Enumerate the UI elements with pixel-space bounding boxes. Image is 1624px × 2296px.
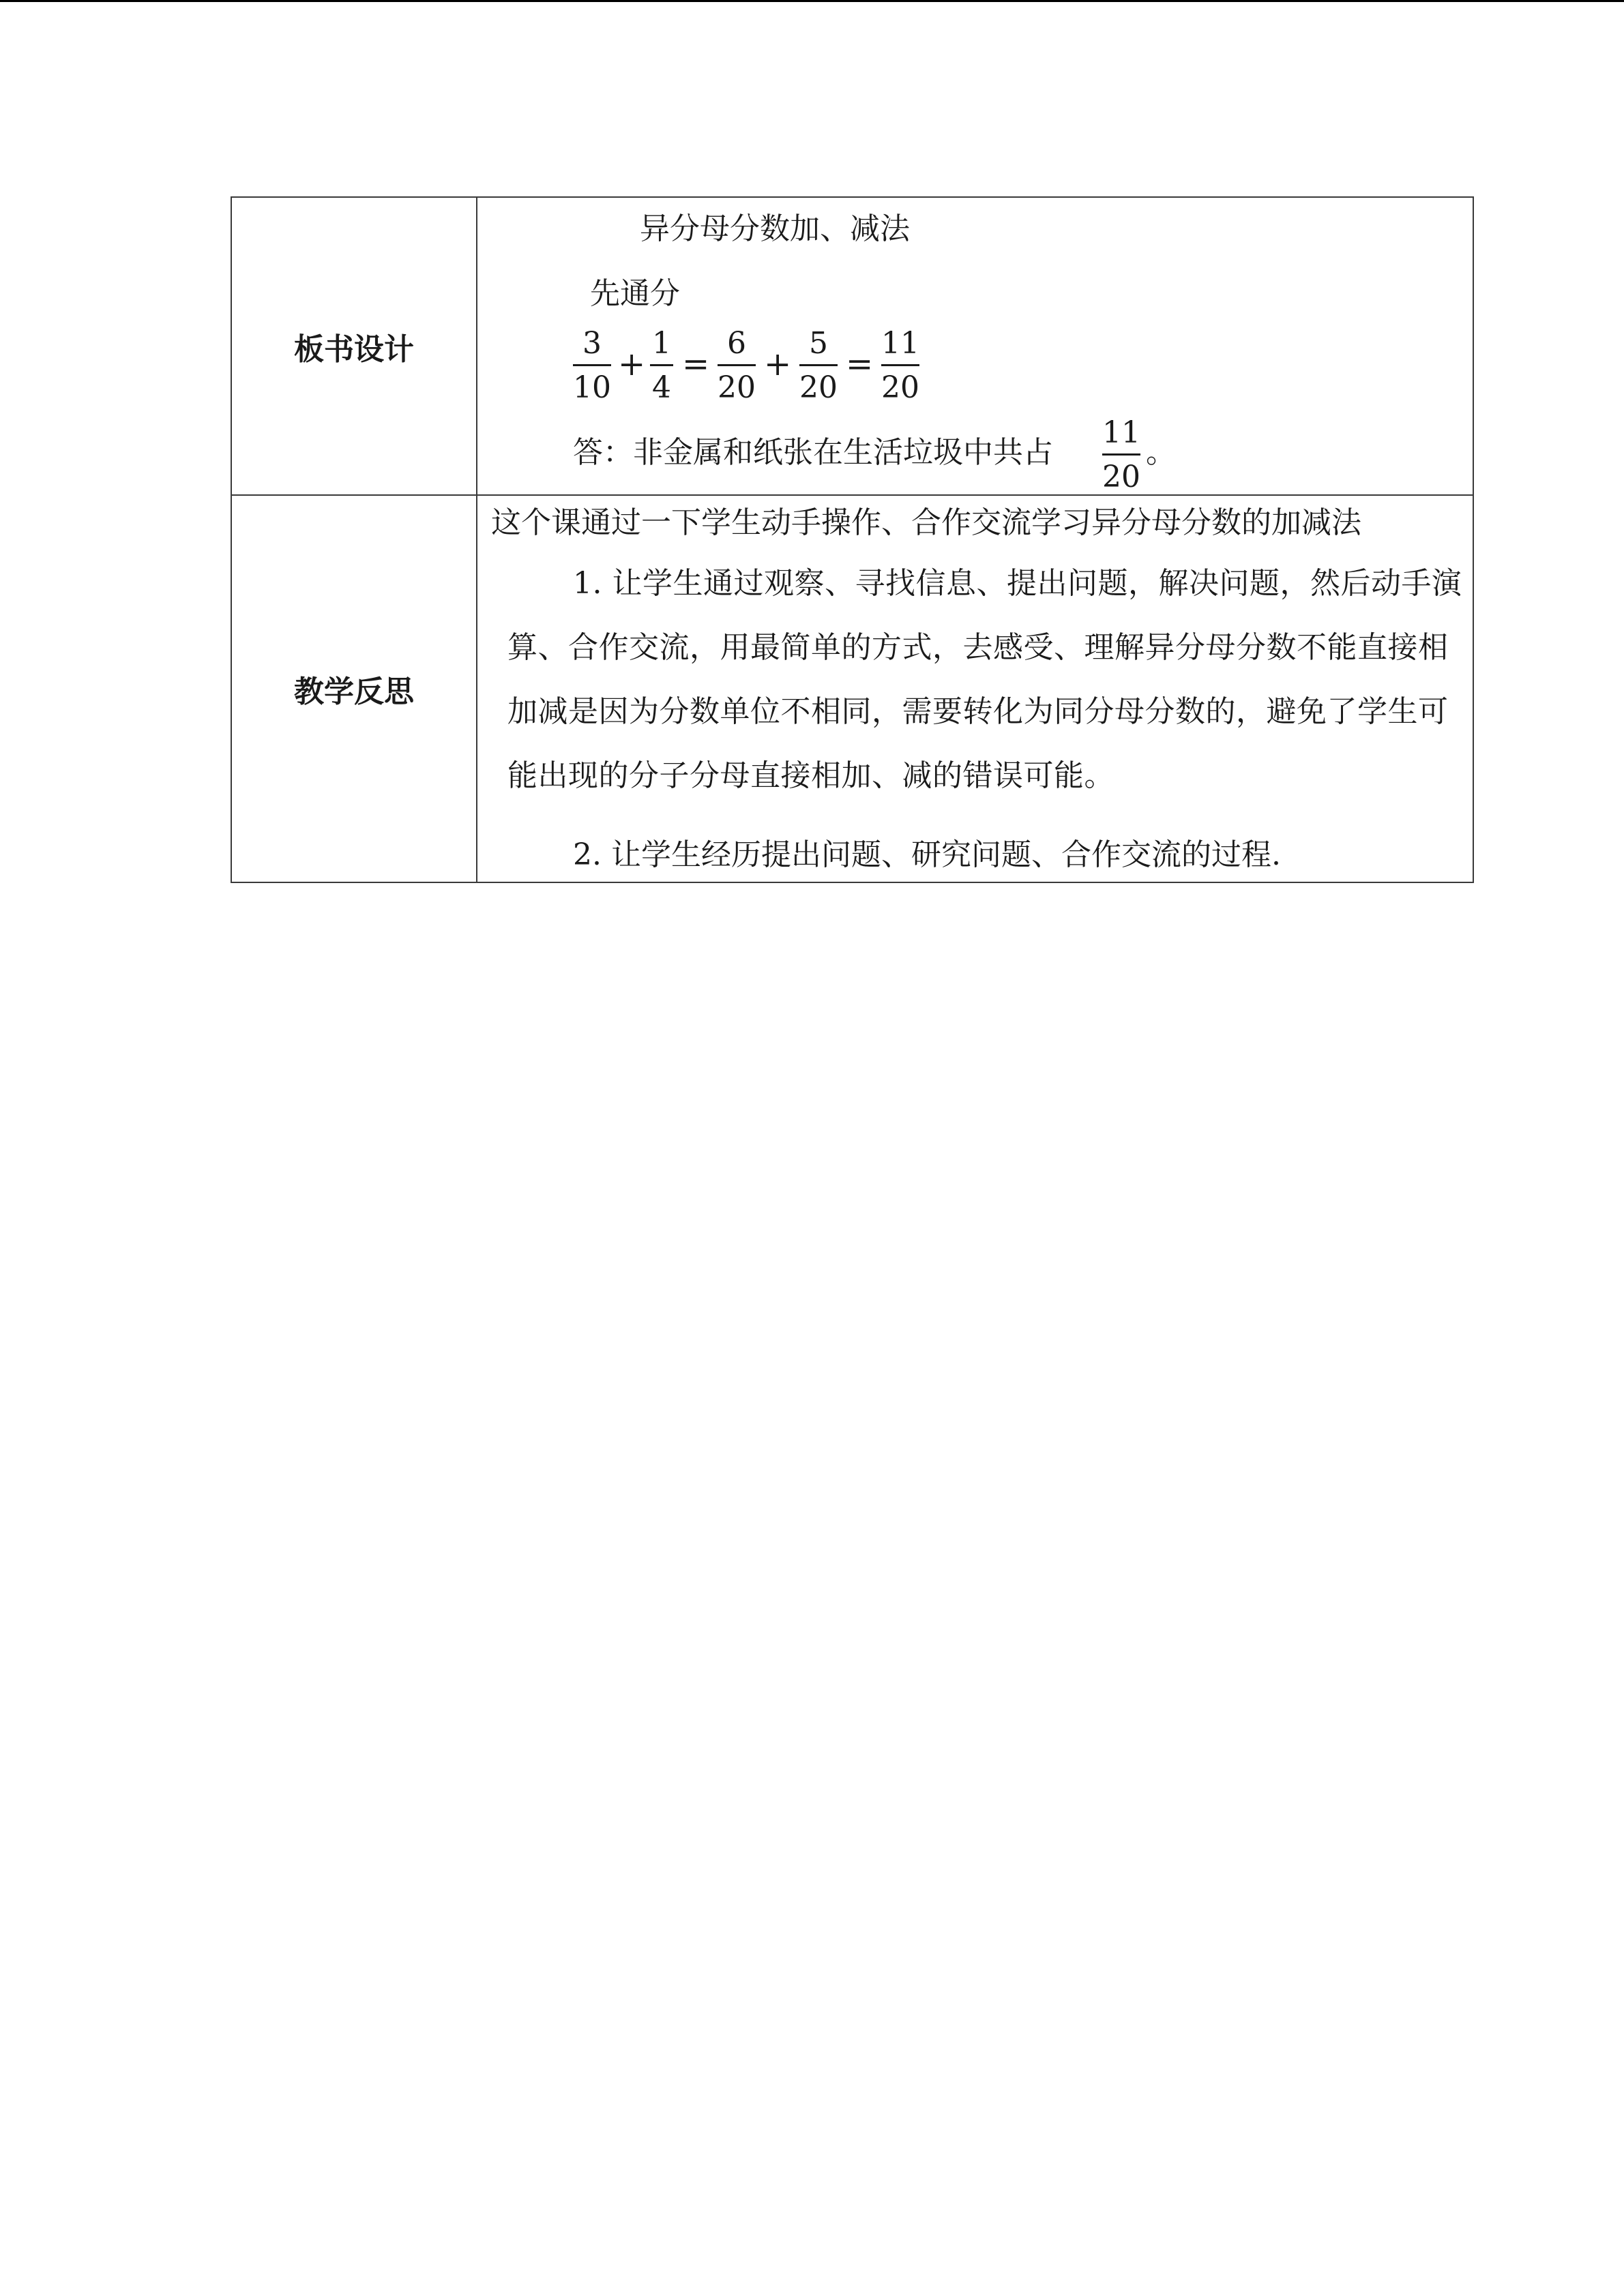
- reflection-row: [231, 495, 1473, 882]
- answer-text: 答：非金属和纸张在生活垃圾中共占: [573, 435, 1053, 470]
- reflection-point-1: 1. 让学生通过观察、寻找信息、提出问题，解决问题，然后动手演算、合作交流，用最简单的方式，去感受、理解异分母分数不能直接相加减是因为分数单位不相同，需要转化为同分母分数的，避免了学生可能出现的分子分母直接相加、减的错误可能。: [507, 566, 1462, 793]
- answer-fraction: [1102, 415, 1140, 494]
- reflection-label: 教学反思: [231, 495, 477, 882]
- lesson-table: [231, 196, 1474, 883]
- plus-sign: +: [618, 345, 646, 383]
- fraction-11-20: [881, 326, 919, 405]
- board-design-content: [477, 197, 1473, 495]
- plus-sign: +: [764, 345, 792, 383]
- equals-sign: =: [682, 345, 710, 383]
- reflection-point-2: 2. 让学生经历提出问题、研究问题、合作交流的过程.: [573, 837, 1281, 872]
- fraction-bar: [718, 364, 756, 366]
- board-design-row: [231, 197, 1473, 495]
- fraction-5-20: [799, 326, 838, 405]
- fraction-denominator: 20: [1102, 460, 1140, 494]
- fraction-bar: [573, 364, 611, 366]
- fraction-numerator: 1: [652, 326, 671, 361]
- fraction-bar: [650, 364, 673, 366]
- fraction-denominator: 10: [573, 370, 611, 405]
- fraction-numerator: 3: [582, 326, 602, 361]
- fraction-1-4: [650, 326, 673, 405]
- equals-sign: =: [846, 345, 874, 383]
- reflection-intro: 这个课通过一下学生动手操作、合作交流学习异分母分数的加减法: [491, 505, 1361, 540]
- fraction-denominator: 20: [881, 370, 919, 405]
- fraction-bar: [881, 364, 919, 366]
- fraction-numerator: 6: [727, 326, 746, 361]
- fraction-denominator: 20: [718, 370, 756, 405]
- fraction-numerator: 11: [881, 326, 919, 361]
- fraction-numerator: 11: [1102, 415, 1140, 450]
- fraction-denominator: 4: [652, 370, 671, 405]
- fraction-numerator: 5: [809, 326, 828, 361]
- fraction-6-20: [718, 326, 756, 405]
- fraction-bar: [799, 364, 838, 366]
- board-design-label: 板书设计: [231, 197, 477, 495]
- fraction-bar: [1102, 453, 1140, 456]
- fraction-3-10: [573, 326, 611, 405]
- page-top-border: [0, 0, 1624, 2]
- answer-period: 。: [1146, 435, 1176, 470]
- board-step: 先通分: [590, 276, 680, 311]
- fraction-denominator: 20: [799, 370, 838, 405]
- reflection-content: [477, 495, 1473, 882]
- board-title: 异分母分数加、减法: [640, 211, 910, 246]
